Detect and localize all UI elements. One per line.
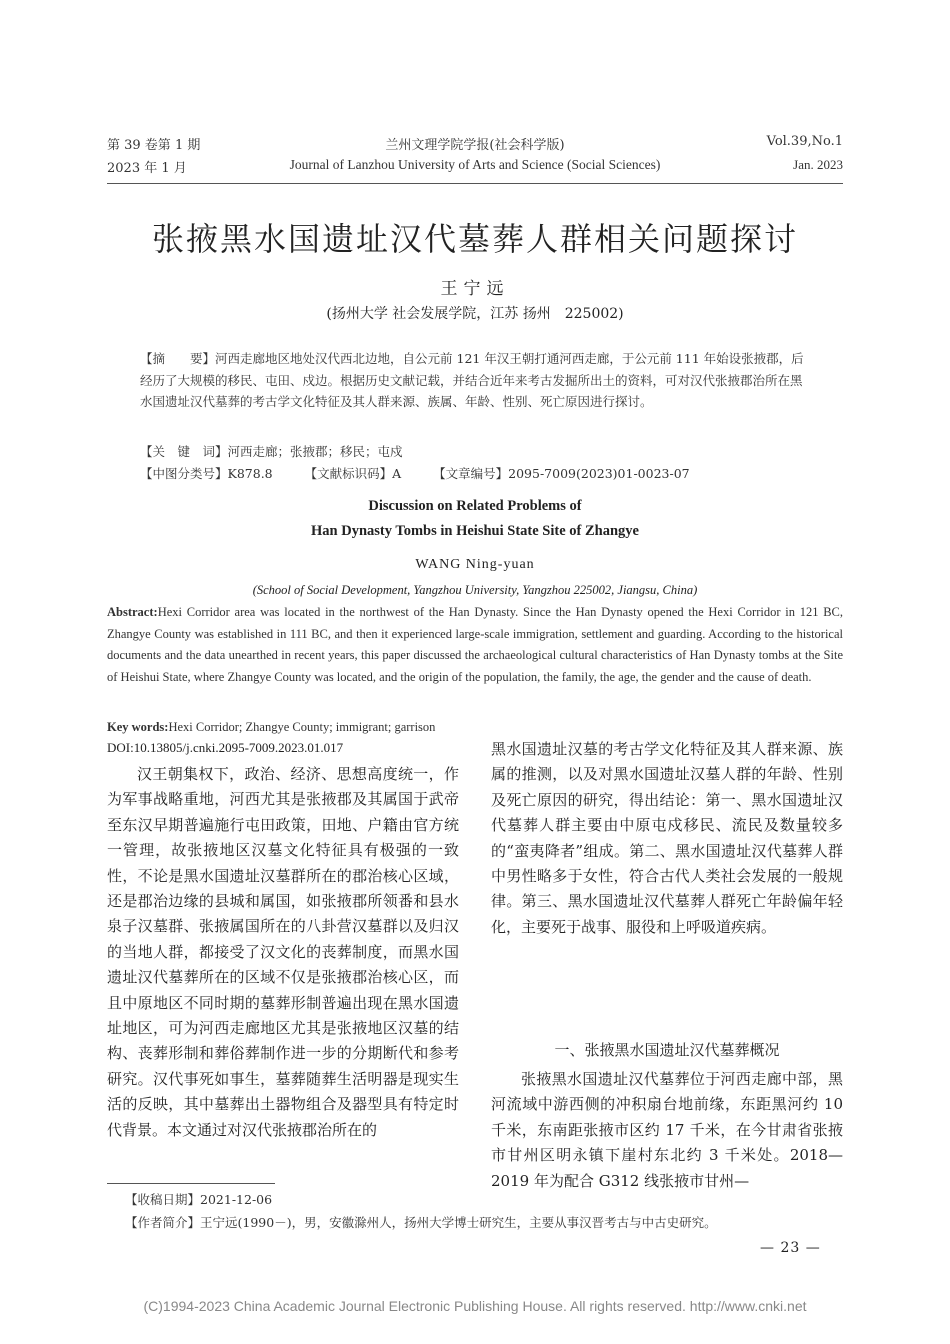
received-label: 【收稿日期】 [125,1192,201,1207]
abstract-en [107,602,843,688]
cnki-watermark: (C)1994-2023 China Academic Journal Electronic Publishing House. All rights reserved. http://www.cnki.net [143,1298,807,1314]
journal-name-cn: 兰州文理学院学报(社会科学版) [385,138,565,153]
body-left-column: 汉王朝集权下，政治、经济、思想高度统一，作为军事战略重地，河西尤其是张掖郡及其属国于武帝至东汉早期普遍施行屯田政策，田地、户籍由官方统一管理，故张掖地区汉墓文化特征具有极强的一致性，不论是黑水国遗址汉墓群所在的郡治核心区域，还是郡治边缘的县城和属国，如张掖郡所领番和县水泉子汉墓群、张掖属国所在的八卦营汉墓群以及归汉的当地人群，都接受了汉文化的丧葬制度，而黑水国遗址汉代墓葬所在的区域不仅是张掖郡治核心区，而且中原地区不同时期的墓葬形制普遍出现在黑水国遗址地区，可为河西走廊地区尤其是张掖地区汉墓的结构、丧葬形制和葬俗葬制作进一步的分期断代和参考研究。汉代事死如事生，墓葬随葬生活明器是现实生活的反映，其中墓葬出土器物组合及器型具有特定时代背景。本文通过对汉代张掖郡治所在的 [107,765,459,1139]
abstract-cn-text: 河西走廊地区地处汉代西北边地，自公元前 121 年汉王朝打通河西走廊，于公元前 111 年始设张掖郡，后经历了大规模的移民、屯田、戍边。根据历史文献记载，并结合近年来考古发掘所出土的资料，可对汉代张掖郡治所在黑水国遗址汉代墓葬的考古学文化特征及其人群来源、族属、年龄、性别、死亡原因进行探讨。 [140,351,804,409]
keywords-cn-text: 河西走廊；张掖郡；移民；屯戍 [227,444,403,459]
volume-issue-cn: 第 39 卷第 1 期 [107,138,201,153]
section-paragraph: 张掖黑水国遗址汉代墓葬位于河西走廊中部，黑河流域中游西侧的冲积扇台地前缘，东距黑河约 10 千米，东南距张掖市区约 17 千米，在今甘肃省张掖市甘州区明永镇下崖村东北约 3 千米处。2018—2019 年为配合 G312 线张掖市甘州— [491,1070,843,1190]
date-en: Jan. 2023 [793,157,843,172]
author-bio [125,1213,717,1231]
abstract-en-label: Abstract: [107,605,158,619]
body-right-column: 黑水国遗址汉墓的考古学文化特征及其人群来源、族属的推测，以及对黑水国遗址汉墓人群的年龄、性别及死亡原因的研究，得出结论：第一、黑水国遗址汉代墓葬人群主要由中原屯戍移民、流民及数量较多的“蛮夷降者”组成。第二、黑水国遗址汉代墓葬人群中男性略多于女性，符合古代人类社会发展的一般规律。第三、黑水国遗址汉代墓葬人群死亡年龄偏年轻化，主要死于战事、服役和上呼吸道疾病。 [491,740,843,936]
received-date [125,1190,272,1208]
author-affiliation: (扬州大学 社会发展学院，江苏 扬州 225002) [326,306,624,322]
bio-text: 王宁远(1990－)，男，安徽滁州人，扬州大学博士研究生，主要从事汉晋考古与中古史研究。 [200,1215,717,1230]
article-no-label: 【文章编号】 [433,466,509,481]
bio-label: 【作者简介】 [125,1215,201,1230]
en-author: WANG Ning-yuan [415,557,535,572]
article-no-value: 2095-7009(2023)01-0023-07 [508,466,690,481]
en-title-line2: Han Dynasty Tombs in Heishui State Site of Zhangye [311,523,639,539]
author-name: 王宁远 [440,279,510,299]
keywords-en [107,717,843,739]
keywords-en-text: Hexi Corridor; Zhangye County; immigrant; garrison [168,720,436,734]
abstract-cn [140,348,810,413]
header-rule [107,183,843,184]
clc-value: K878.8 [227,466,273,481]
abstract-en-text: Hexi Corridor area was located in the northwest of the Han Dynasty. Since the Han Dynasty opened the Hexi Corridor in 121 BC, Zhangye County was established in 111 BC, and then it experienced large-scale immigration, settlement and guarding. According to the historical documents and the data unearthed in recent years, this paper discussed the archaeological cultural characteristics of Han Dynasty tombs at the Site of Heishui State, where Zhangye County was located, and the origin of the population, the family, the age, the gender and the cause of death. [107,605,843,684]
paper-title: 张掖黑水国遗址汉代墓葬人群相关问题探讨 [151,220,798,258]
footnote-rule [107,1183,275,1184]
abstract-cn-label: 【摘 要】 [140,351,216,366]
doc-code-value: A [392,466,402,481]
en-affiliation: (School of Social Development, Yangzhou University, Yangzhou 225002, Jiangsu, China) [252,583,698,597]
en-title-line1: Discussion on Related Problems of [368,498,582,514]
clc-label: 【中图分类号】 [140,466,228,481]
volume-issue-en: Vol.39,No.1 [766,134,843,149]
keywords-en-label: Key words: [107,720,169,734]
journal-name-en: Journal of Lanzhou University of Arts and Science (Social Sciences) [289,157,661,172]
doi: DOI:10.13805/j.cnki.2095-7009.2023.01.017 [107,740,344,755]
section-heading: 一、张掖黑水国遗址汉代墓葬概况 [554,1041,780,1059]
classification-line [140,463,810,485]
page-number: — 23 — [760,1240,821,1256]
date-cn: 2023 年 1 月 [107,161,187,176]
received-value: 2021-12-06 [200,1192,273,1207]
keywords-cn [140,441,810,463]
keywords-cn-label: 【关 键 词】 [140,444,228,459]
doc-code-label: 【文献标识码】 [304,466,393,481]
